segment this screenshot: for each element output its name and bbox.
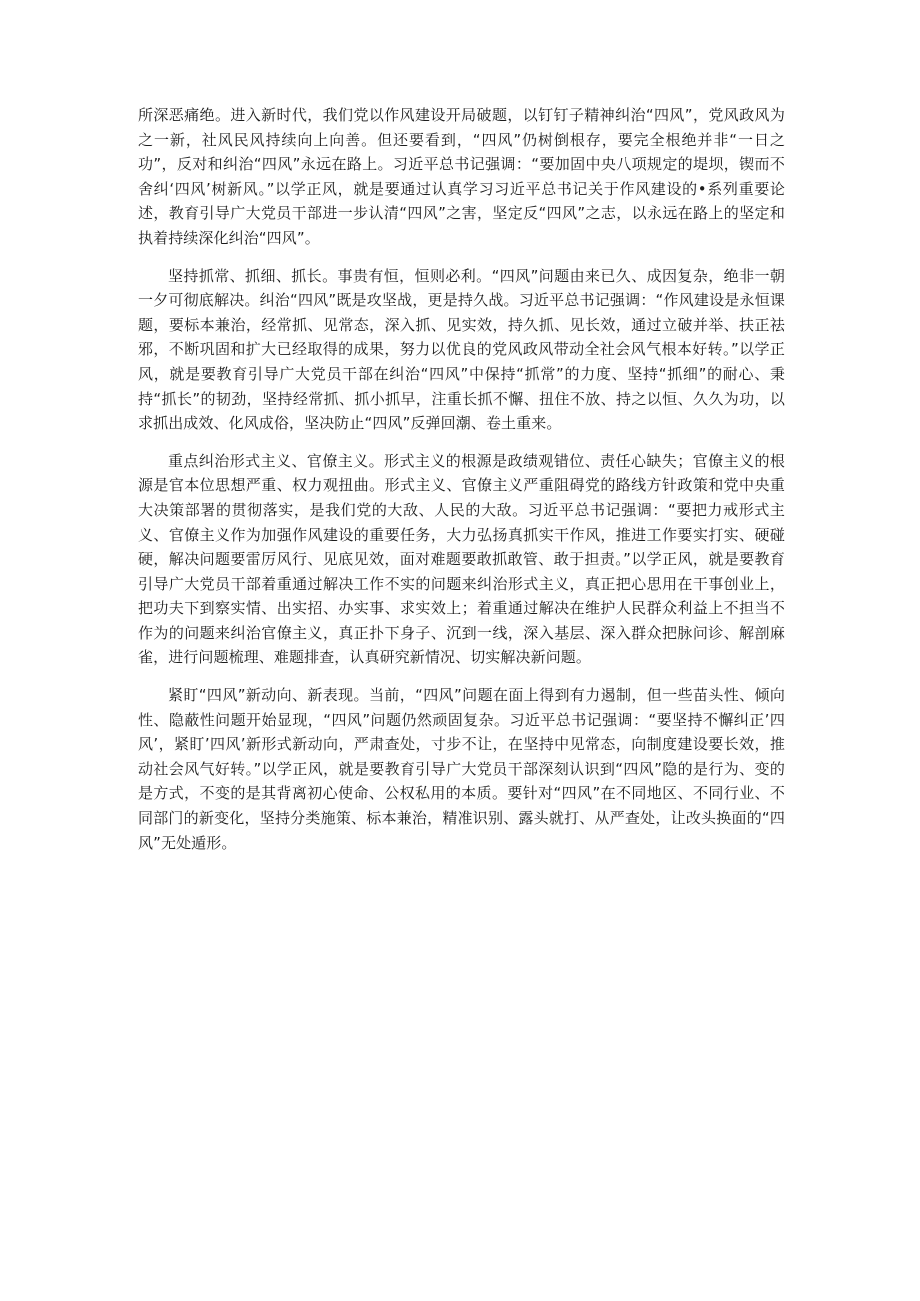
paragraph-persistent-governance: 坚持抓常、抓细、抓长。事贵有恒，恒则必利。“四风”问题由来已久、成因复杂，绝非一朝一夕可彻底解决。纠治“四风”既是攻坚战，更是持久战。习近平总书记强调：“作风建设是永恒课题，要标本兼治，经常抓、见常态，深入抓、见实效，持久抓、见长效，通过立破并举、扶正祛邪，不断巩固和扩大已经取得的成果，努力以优良的党风政风带动全社会风气根本好转。”以学正风，就是要教育引导广大党员干部在纠治“四风”中保持“抓常”的力度、坚持“抓细”的耐心、秉持“抓长”的韧劲，坚持经常抓、抓小抓早，注重长抓不懈、扭住不放、持之以恒、久久为功，以求抓出成效、化风成俗，坚决防止“四风”反弹回潮、卷土重来。 (138, 266, 785, 433)
document-page (138, 103, 785, 868)
paragraph-intro-continuation: 所深恶痛绝。进入新时代，我们党以作风建设开局破题，以钉钉子精神纠治“四风”，党风政风为之一新，社风民风持续向上向善。但还要看到，“四风”仍树倒根存，要完全根绝并非“一日之功”，反对和纠治“四风”永远在路上。习近平总书记强调：“要加固中央八项规定的堤坝，锲而不舍纠‘四风’树新风。”以学正风，就是要通过认真学习习近平总书记关于作风建设的•系列重要论述，教育引导广大党员干部进一步认清“四风”之害，坚定反“四风”之志，以永远在路上的坚定和执着持续深化纠治“四风”。 (138, 106, 785, 247)
paragraph-new-trends: 紧盯“四风”新动向、新表现。当前，“四风”问题在面上得到有力遏制，但一些苗头性、倾向性、隐蔽性问题开始显现，“四风”问题仍然顽固复杂。习近平总书记强调：“要坚持不懈纠正’四风’，紧盯’四风’新形式新动向，严肃查处，寸步不让，在坚持中见常态，向制度建设要长效，推动社会风气好转。”以学正风，就是要教育引导广大党员干部深刻认识到“四风”隐的是行为、变的是方式，不变的是其背离初心使命、公权私用的本质。要针对“四风”在不同地区、不同行业、不同部门的新变化，坚持分类施策、标本兼治，精准识别、露头就打、从严查处，让改头换面的“四风”无处遁形。 (138, 686, 785, 852)
paragraph-formalism-bureaucratism: 重点纠治形式主义、官僚主义。形式主义的根源是政绩观错位、责任心缺失；官僚主义的根源是官本位思想严重、权力观扭曲。形式主义、官僚主义严重阻碍党的路线方针政策和党中央重大决策部署的贯彻落实，是我们党的大敌、人民的大敌。习近平总书记强调：“要把力戒形式主义、官僚主义作为加强作风建设的重要任务，大力弘扬真抓实干作风，推进工作要实打实、硬碰硬，解决问题要雷厉风行、见底见效，面对难题要敢抓敢管、敢于担责。”以学正风，就是要教育引导广大党员干部着重通过解决工作不实的问题来纠治形式主义，真正把心思用在干事创业上，把功夫下到察实情、出实招、办实事、求实效上；着重通过解决在维护人民群众利益上不担当不作为的问题来纠治官僚主义，真正扑下身子、沉到一线，深入基层、深入群众把脉问诊、解剖麻雀，进行问题梳理、难题排查，认真研究新情况、切实解决新问题。 (138, 451, 785, 667)
